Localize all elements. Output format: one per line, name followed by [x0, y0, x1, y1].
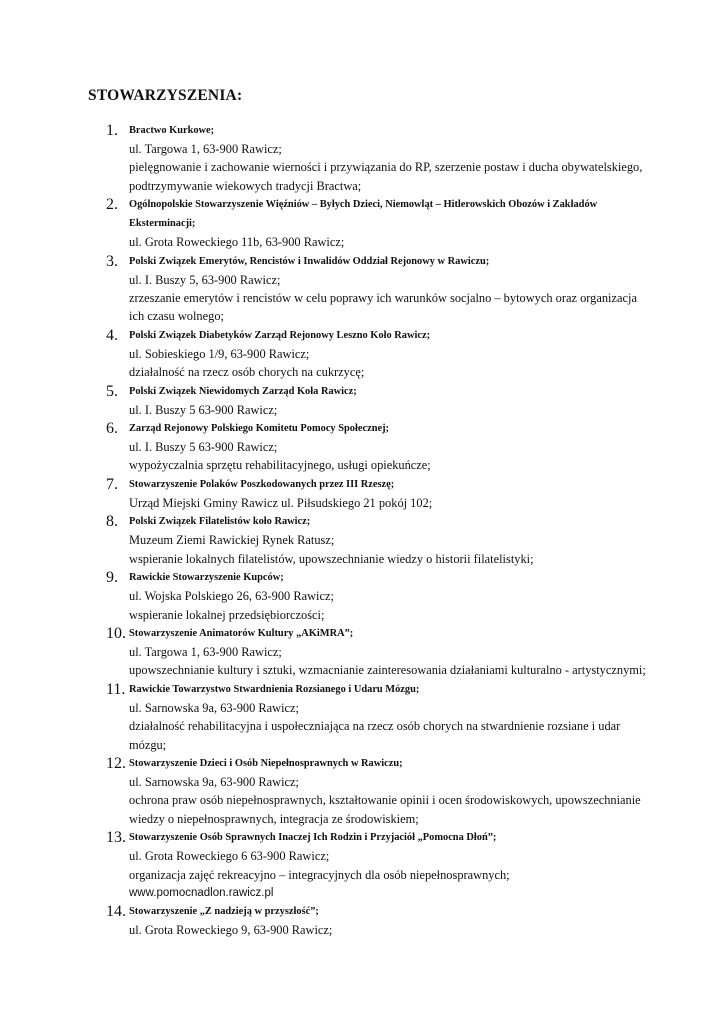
association-description: ochrona praw osób niepełnosprawnych, kształtowanie opinii i ocen środowiskowych, upowszechnianie [129, 793, 641, 808]
association-address: ul. I. Buszy 5 63-900 Rawicz; [129, 402, 278, 417]
item-number: 4. [106, 326, 118, 344]
association-address: ul. Sobieskiego 1/9, 63-900 Rawicz; [129, 346, 310, 361]
association-address: ul. Sarnowska 9a, 63-900 Rawicz; [129, 774, 299, 789]
association-description: działalność na rzecz osób chorych na cukrzycę; [129, 365, 365, 380]
association-description: upowszechnianie kultury i sztuki, wzmacnianie zainteresowania działaniami kulturalno - artystycznymi; [129, 663, 646, 678]
association-name-line: Stowarzyszenie „Z nadzieją w przyszłość”; [129, 906, 319, 918]
association-address: ul. Grota Roweckiego 6 63-900 Rawicz; [129, 849, 330, 864]
association-description: ich czasu wolnego; [129, 309, 224, 324]
association-name-line: Stowarzyszenie Osób Sprawnych Inaczej Ich Rodzin i Przyjaciół „Pomocna Dłoń”; [129, 832, 497, 844]
associations-list [0, 121, 724, 940]
association-item [0, 754, 724, 828]
association-item [0, 252, 724, 326]
association-name [129, 754, 664, 773]
association-name [129, 680, 664, 699]
association-name-line: Ogólnopolskie Stowarzyszenie Więźniów – Byłych Dzieci, Niemowląt – Hitlerowskich Obozów i Zakładów [129, 199, 598, 211]
association-item [0, 624, 724, 680]
association-description: zrzeszanie emerytów i rencistów w celu poprawy ich warunków socjalno – bytowych oraz organizacja [129, 291, 637, 306]
association-name [129, 828, 664, 847]
association-description: wspieranie lokalnej przedsiębiorczości; [129, 607, 325, 622]
item-number: 12. [106, 754, 126, 772]
association-item [0, 326, 724, 382]
association-address: ul. Targowa 1, 63-900 Rawicz; [129, 644, 282, 659]
association-name-line: Rawickie Towarzystwo Stwardnienia Rozsianego i Udaru Mózgu; [129, 683, 420, 695]
association-name [129, 419, 664, 438]
association-name-line: Eksterminacji; [129, 218, 196, 230]
item-number: 13. [106, 829, 126, 847]
association-name [129, 512, 664, 531]
item-number: 3. [106, 252, 118, 270]
item-number: 14. [106, 903, 126, 921]
association-description: działalność rehabilitacyjna i uspołeczniająca na rzecz osób chorych na stwardnienie rozsiane i udar [129, 719, 621, 734]
association-item [0, 512, 724, 568]
association-name [129, 195, 664, 233]
association-item [0, 195, 724, 251]
association-description: mózgu; [129, 737, 167, 752]
item-number: 11. [106, 680, 126, 698]
association-name [129, 121, 664, 140]
association-description: wspieranie lokalnych filatelistów, upowszechnianie wiedzy o historii filatelistyki; [129, 551, 534, 566]
association-name-line: Polski Związek Niewidomych Zarząd Koła Rawicz; [129, 385, 357, 397]
association-item [0, 121, 724, 195]
item-number: 2. [106, 196, 118, 214]
item-number: 5. [106, 382, 118, 400]
association-description: organizacja zajęć rekreacyjno – integracyjnych dla osób niepełnosprawnych; [129, 867, 510, 882]
association-name [129, 624, 664, 643]
association-address: ul. Targowa 1, 63-900 Rawicz; [129, 142, 282, 156]
association-item [0, 828, 724, 902]
association-name [129, 902, 664, 921]
item-number: 7. [106, 475, 118, 493]
association-address: Muzeum Ziemi Rawickiej Rynek Ratusz; [129, 533, 335, 548]
association-name-line: Zarząd Rejonowy Polskiego Komitetu Pomocy Społecznej; [129, 423, 390, 435]
association-item [0, 475, 724, 512]
association-address: ul. I. Buszy 5, 63-900 Rawicz; [129, 272, 281, 287]
association-name-line: Stowarzyszenie Dzieci i Osób Niepełnosprawnych w Rawiczu; [129, 757, 403, 769]
association-address: Urząd Miejski Gminy Rawicz ul. Piłsudskiego 21 pokój 102; [129, 495, 433, 510]
association-name [129, 326, 664, 345]
association-address: ul. Sarnowska 9a, 63-900 Rawicz; [129, 700, 299, 715]
association-name-line: Stowarzyszenie Animatorów Kultury „AKiMRA”; [129, 627, 354, 639]
association-description: pielęgnowanie i zachowanie wierności i przywiązania do RP, szerzenie postaw i ducha obywatelskiego, [129, 160, 643, 175]
item-number: 6. [106, 420, 118, 438]
section-heading: STOWARZYSZENIA: [88, 87, 243, 104]
association-address: ul. Grota Roweckiego 11b, 63-900 Rawicz; [129, 235, 345, 250]
association-item [0, 382, 724, 419]
association-item [0, 680, 724, 754]
item-number: 9. [106, 569, 118, 587]
association-description: podtrzymywanie wiekowych tradycji Bractwa; [129, 178, 362, 193]
association-name-line: Stowarzyszenie Polaków Poszkodowanych przez III Rzeszę; [129, 478, 395, 490]
association-item [0, 902, 724, 939]
item-number: 1. [106, 122, 118, 139]
association-name [129, 382, 664, 401]
association-item [0, 568, 724, 624]
item-number: 8. [106, 513, 118, 531]
association-name-line: Polski Związek Diabetyków Zarząd Rejonowy Leszno Koło Rawicz; [129, 329, 431, 341]
association-address: ul. Wojska Polskiego 26, 63-900 Rawicz; [129, 589, 334, 604]
association-description: wiedzy o niepełnosprawnych, integracja ze środowiskiem; [129, 811, 419, 826]
association-address: ul. I. Buszy 5 63-900 Rawicz; [129, 440, 278, 455]
association-name [129, 475, 664, 494]
association-name-line: Polski Związek Filatelistów koło Rawicz; [129, 516, 311, 528]
association-address: ul. Grota Roweckiego 9, 63-900 Rawicz; [129, 923, 333, 938]
association-name [129, 568, 664, 587]
association-item [0, 419, 724, 475]
association-name-line: Polski Związek Emerytów, Rencistów i Inwalidów Oddział Rejonowy w Rawiczu; [129, 255, 490, 267]
website-link[interactable]: www.pomocnadlon.rawicz.pl [129, 886, 274, 899]
association-name-line: Bractwo Kurkowe; [129, 125, 215, 136]
association-name-line: Rawickie Stowarzyszenie Kupców; [129, 572, 284, 584]
association-description: wypożyczalnia sprzętu rehabilitacyjnego, usługi opiekuńcze; [129, 458, 431, 473]
association-name [129, 252, 664, 271]
item-number: 10. [106, 624, 126, 642]
